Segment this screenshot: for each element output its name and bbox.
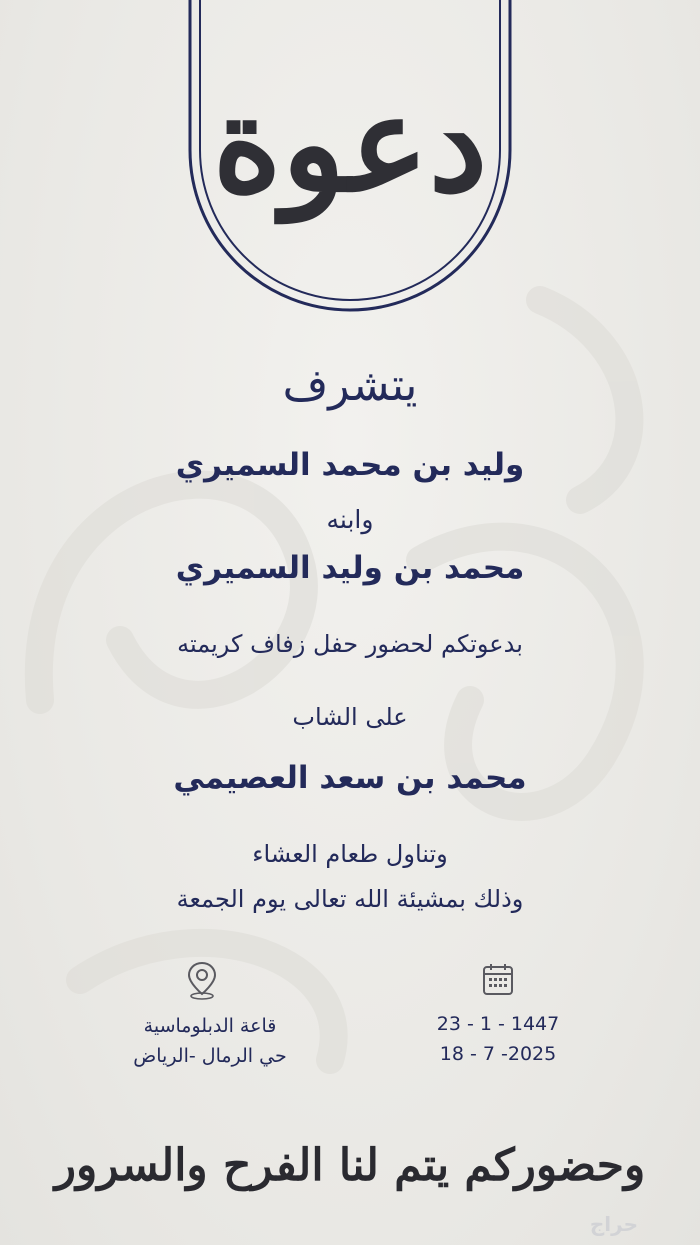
invite-text: بدعوتكم لحضور حفل زفاف كريمته xyxy=(177,630,523,658)
calendar-icon xyxy=(482,962,514,996)
venue-name: قاعة الدبلوماسية xyxy=(143,1015,277,1037)
watermark-logo: حراج xyxy=(589,1212,638,1236)
host-name: وليد بن محمد السميري xyxy=(175,447,525,483)
venue-district: حي الرمال -الرياض xyxy=(133,1045,287,1067)
groom-name: محمد بن سعد العصيمي xyxy=(173,760,527,796)
date-hijri: 23 - 1 - 1447 xyxy=(436,1013,560,1035)
son-label: وابنه xyxy=(326,505,374,534)
date-gregorian: 18 - 7 -2025 xyxy=(439,1043,557,1065)
day-text: وذلك بمشيئة الله تعالى يوم الجمعة xyxy=(176,885,524,913)
footer-calligraphy: وحضوركم يتم لنا الفرح والسرور xyxy=(54,1139,646,1191)
groom-label: على الشاب xyxy=(292,703,408,731)
location-pin-icon xyxy=(185,960,219,1000)
son-name: محمد بن وليد السميري xyxy=(175,550,525,586)
honored-heading: يتشرف xyxy=(282,360,418,411)
dinner-text: وتناول طعام العشاء xyxy=(252,840,448,868)
title-calligraphy: دعوة xyxy=(212,67,488,222)
